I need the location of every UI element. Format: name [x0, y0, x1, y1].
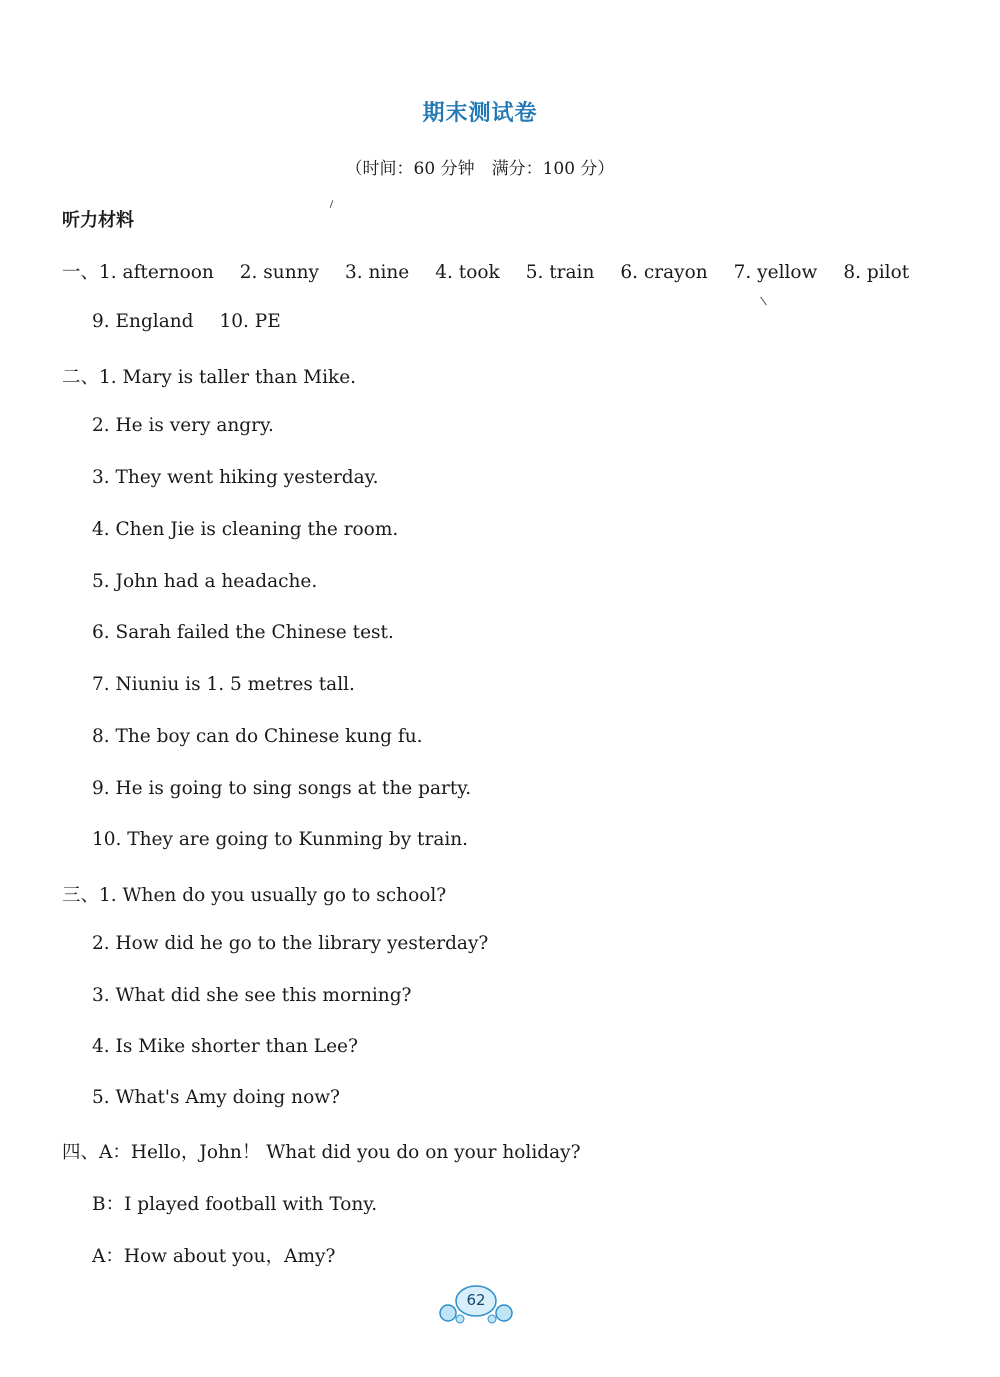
- section1-row1: [62, 258, 935, 284]
- section3-item: [62, 881, 446, 907]
- word-item: 7. yellow: [733, 262, 818, 283]
- section4-item: B：I played football with Tony.: [92, 1194, 378, 1215]
- word-item: 2. sunny: [239, 262, 319, 283]
- sentence: 1. When do you usually go to school?: [99, 885, 447, 906]
- section2-item: 3. They went hiking yesterday.: [92, 467, 379, 488]
- section4-item: A：How about you，Amy?: [92, 1246, 336, 1267]
- word-item: 9. England: [92, 311, 194, 332]
- section3-item: 3. What did she see this morning?: [92, 985, 412, 1006]
- section2-item: 4. Chen Jie is cleaning the room.: [92, 519, 399, 540]
- section4-marker: 四、: [62, 1142, 100, 1163]
- page-subtitle: （时间：60 分钟 满分：100 分）: [345, 159, 615, 179]
- section4-item: [62, 1138, 581, 1164]
- word-item: 4. took: [435, 262, 500, 283]
- section3-item: 2. How did he go to the library yesterday?: [92, 933, 489, 954]
- section1-marker: 一、: [62, 262, 100, 283]
- sentence: 1. Mary is taller than Mike.: [99, 367, 357, 388]
- section3-item: 4. Is Mike shorter than Lee?: [92, 1036, 358, 1057]
- stray-mark: [760, 297, 767, 306]
- word-item: 10. PE: [219, 311, 281, 332]
- page-number: 62: [466, 1291, 486, 1309]
- section2-item: 10. They are going to Kunming by train.: [92, 829, 469, 850]
- section3-item: 5. What's Amy doing now?: [92, 1087, 340, 1108]
- section2-item: 5. John had a headache.: [92, 571, 318, 592]
- section2-item: 7. Niuniu is 1. 5 metres tall.: [92, 674, 355, 695]
- word-item: 1. afternoon: [99, 262, 214, 283]
- word-item: 3. nine: [345, 262, 410, 283]
- word-item: 8. pilot: [843, 262, 910, 283]
- section2-item: [62, 363, 356, 389]
- page-number-badge: [438, 1283, 514, 1325]
- section3-marker: 三、: [62, 885, 100, 906]
- page-title: 期末测试卷: [422, 101, 538, 126]
- section2-item: 2. He is very angry.: [92, 415, 274, 436]
- dialogue-line: A：Hello，John！ What did you do on your holiday?: [99, 1142, 581, 1163]
- section2-item: 8. The boy can do Chinese kung fu.: [92, 726, 423, 747]
- stray-mark: [330, 200, 334, 208]
- section-heading: 听力材料: [62, 210, 134, 231]
- section2-item: 6. Sarah failed the Chinese test.: [92, 622, 394, 643]
- word-item: 5. train: [525, 262, 595, 283]
- section2-marker: 二、: [62, 367, 100, 388]
- section1-row2: [92, 311, 307, 332]
- word-item: 6. crayon: [620, 262, 708, 283]
- section2-item: 9. He is going to sing songs at the party.: [92, 778, 472, 799]
